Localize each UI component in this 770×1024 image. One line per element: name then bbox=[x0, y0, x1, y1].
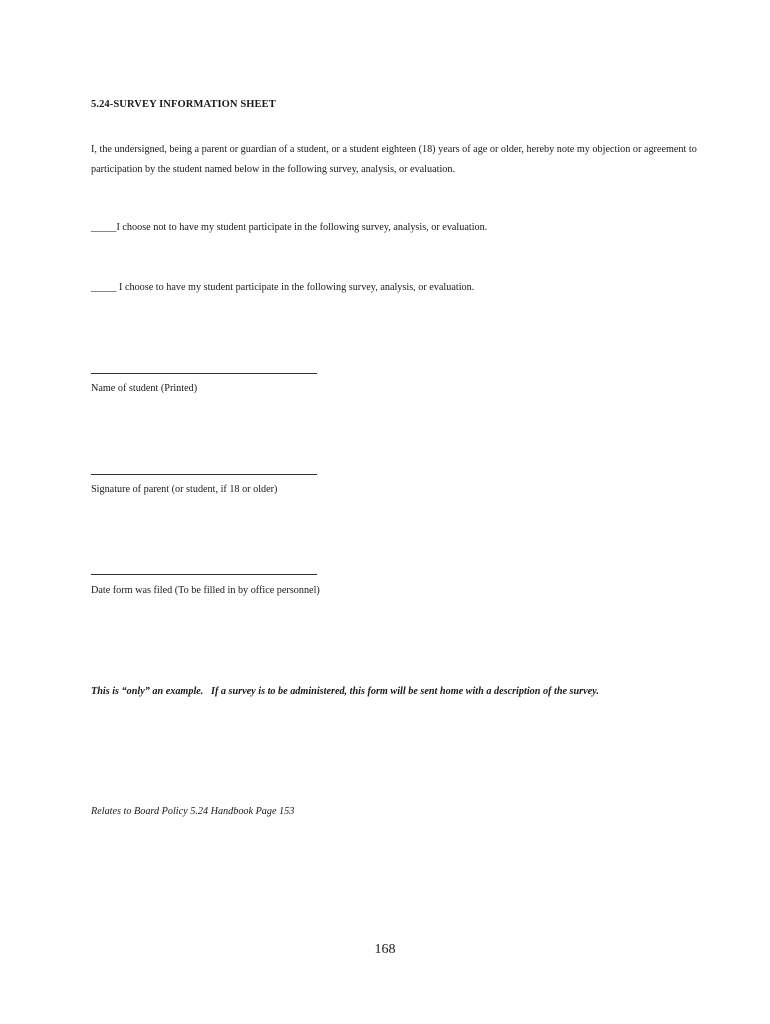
page-number: 168 bbox=[374, 942, 396, 957]
policy-reference: Relates to Board Policy 5.24 Handbook Page 153 bbox=[91, 806, 295, 817]
option-decline: _____I choose not to have my student participate in the following survey, analysis, or evaluation. bbox=[91, 222, 488, 233]
parent-signature-line bbox=[91, 474, 317, 475]
intro-paragraph: I, the undersigned, being a parent or guardian of a student, or a student eighteen (18) years of age or older, hereby note my objection or agreement to participation by the student named below in the following survey, analysis, or evaluation. bbox=[91, 144, 697, 175]
document-title: 5.24-SURVEY INFORMATION SHEET bbox=[91, 99, 276, 110]
parent-signature-label: Signature of parent (or student, if 18 or older) bbox=[91, 484, 278, 495]
example-note: This is “only” an example. If a survey is to be administered, this form will be sent home with a description of the survey. bbox=[91, 686, 599, 697]
student-name-label: Name of student (Printed) bbox=[91, 383, 198, 394]
option-accept: _____ I choose to have my student participate in the following survey, analysis, or evaluation. bbox=[91, 282, 475, 293]
student-name-line bbox=[91, 373, 317, 374]
date-filed-label: Date form was filed (To be filled in by office personnel) bbox=[91, 585, 320, 596]
date-filed-line bbox=[91, 574, 317, 575]
